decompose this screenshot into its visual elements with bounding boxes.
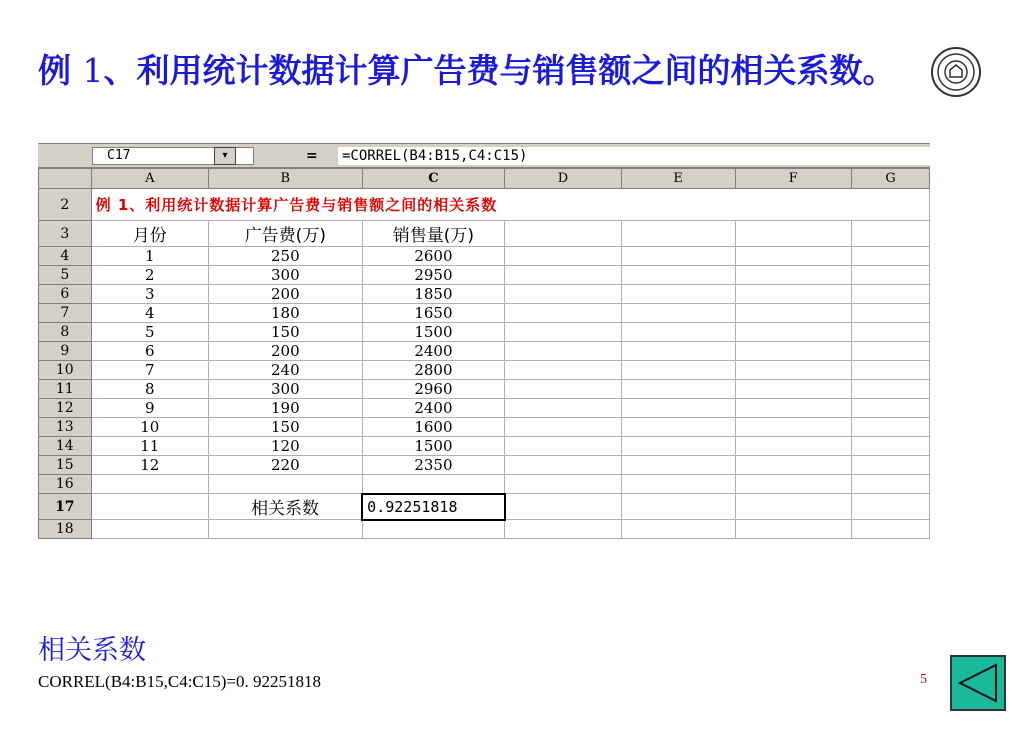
sheet-row (39, 475, 930, 494)
empty-cell[interactable] (852, 399, 930, 418)
empty-cell[interactable] (505, 221, 622, 247)
empty-cell[interactable] (208, 475, 362, 494)
empty-cell[interactable] (621, 323, 735, 342)
empty-cell[interactable] (621, 285, 735, 304)
empty-cell[interactable] (621, 304, 735, 323)
empty-cell[interactable] (852, 247, 930, 266)
empty-cell[interactable] (735, 323, 852, 342)
column-header[interactable]: G (852, 169, 930, 189)
sheet-row (39, 418, 930, 437)
header-cell[interactable]: 销售量(万) (362, 221, 505, 247)
empty-cell[interactable] (91, 520, 208, 539)
sheet-row (39, 520, 930, 539)
empty-cell[interactable] (735, 399, 852, 418)
data-cell[interactable]: 200 (208, 342, 362, 361)
empty-cell[interactable] (852, 221, 930, 247)
empty-cell[interactable] (852, 520, 930, 539)
empty-cell[interactable] (852, 456, 930, 475)
empty-cell[interactable] (362, 520, 505, 539)
spreadsheet-grid (38, 168, 930, 539)
empty-cell[interactable] (735, 361, 852, 380)
empty-cell[interactable] (621, 380, 735, 399)
title-prefix: 例 (38, 51, 83, 90)
empty-cell[interactable] (505, 494, 622, 520)
empty-cell[interactable] (852, 380, 930, 399)
row-header[interactable]: 3 (39, 221, 92, 247)
empty-cell[interactable] (735, 437, 852, 456)
data-cell[interactable]: 11 (91, 437, 208, 456)
data-cell[interactable]: 4 (91, 304, 208, 323)
edit-formula-button[interactable]: = (306, 148, 318, 164)
empty-cell[interactable] (621, 361, 735, 380)
empty-cell[interactable] (621, 418, 735, 437)
data-cell[interactable]: 1850 (362, 285, 505, 304)
sheet-row (39, 323, 930, 342)
sheet-row (39, 266, 930, 285)
data-cell[interactable]: 9 (91, 399, 208, 418)
empty-cell[interactable] (735, 266, 852, 285)
row-header[interactable]: 7 (39, 304, 92, 323)
data-cell[interactable]: 220 (208, 456, 362, 475)
empty-cell[interactable] (852, 342, 930, 361)
data-cell[interactable]: 2350 (362, 456, 505, 475)
empty-cell[interactable] (621, 437, 735, 456)
empty-cell[interactable] (621, 456, 735, 475)
data-cell[interactable]: 200 (208, 285, 362, 304)
sheet-row (39, 456, 930, 475)
column-header[interactable]: F (735, 169, 852, 189)
data-cell[interactable]: 300 (208, 380, 362, 399)
column-header[interactable]: E (621, 169, 735, 189)
empty-cell[interactable] (91, 494, 208, 520)
empty-cell[interactable] (621, 520, 735, 539)
empty-cell[interactable] (505, 361, 622, 380)
empty-cell[interactable] (852, 304, 930, 323)
sheet-row (39, 361, 930, 380)
data-cell[interactable]: 2600 (362, 247, 505, 266)
select-all-corner[interactable] (39, 169, 92, 189)
empty-cell[interactable] (735, 304, 852, 323)
sheet-row (39, 342, 930, 361)
data-cell[interactable]: 180 (208, 304, 362, 323)
data-cell[interactable]: 2960 (362, 380, 505, 399)
title-number: 1 (82, 51, 104, 90)
formula-input[interactable]: =CORREL(B4:B15,C4:C15) (338, 147, 930, 165)
column-header[interactable]: D (505, 169, 622, 189)
row-header[interactable]: 13 (39, 418, 92, 437)
name-box-dropdown-icon[interactable]: ▾ (214, 147, 236, 165)
back-button[interactable] (950, 655, 1006, 711)
empty-cell[interactable] (621, 247, 735, 266)
row-header[interactable]: 6 (39, 285, 92, 304)
corr-label-cell[interactable]: 相关系数 (208, 494, 362, 520)
empty-cell[interactable] (208, 520, 362, 539)
empty-cell[interactable] (505, 475, 622, 494)
empty-cell[interactable] (735, 520, 852, 539)
empty-cell[interactable] (505, 247, 622, 266)
data-cell[interactable]: 2950 (362, 266, 505, 285)
back-triangle-icon (952, 657, 1004, 709)
row-header[interactable]: 4 (39, 247, 92, 266)
row-header[interactable]: 15 (39, 456, 92, 475)
empty-cell[interactable] (735, 475, 852, 494)
empty-cell[interactable] (735, 221, 852, 247)
data-cell[interactable]: 10 (91, 418, 208, 437)
spreadsheet-screenshot (38, 143, 930, 621)
title-text: 、利用统计数据计算广告费与销售额之间的相关系数。 (103, 51, 896, 90)
row-header[interactable]: 5 (39, 266, 92, 285)
data-cell[interactable]: 190 (208, 399, 362, 418)
empty-cell[interactable] (621, 399, 735, 418)
data-cell[interactable]: 300 (208, 266, 362, 285)
empty-cell[interactable] (91, 475, 208, 494)
header-cell[interactable]: 广告费(万) (208, 221, 362, 247)
sheet-row (39, 189, 930, 221)
data-cell[interactable]: 12 (91, 456, 208, 475)
formula-bar (38, 143, 930, 168)
data-cell[interactable]: 150 (208, 323, 362, 342)
slide-title (38, 48, 898, 94)
empty-cell[interactable] (505, 418, 622, 437)
empty-cell[interactable] (735, 247, 852, 266)
empty-cell[interactable] (735, 418, 852, 437)
sheet-row (39, 304, 930, 323)
empty-cell[interactable] (735, 380, 852, 399)
empty-cell[interactable] (852, 361, 930, 380)
row-header[interactable]: 9 (39, 342, 92, 361)
empty-cell[interactable] (735, 494, 852, 520)
empty-cell[interactable] (852, 266, 930, 285)
data-cell[interactable]: 1500 (362, 437, 505, 456)
data-cell[interactable]: 1650 (362, 304, 505, 323)
empty-cell[interactable] (505, 399, 622, 418)
empty-cell[interactable] (621, 475, 735, 494)
empty-cell[interactable] (852, 494, 930, 520)
empty-cell[interactable] (621, 266, 735, 285)
row-header[interactable]: 10 (39, 361, 92, 380)
empty-cell[interactable] (505, 437, 622, 456)
header-cell[interactable]: 月份 (91, 221, 208, 247)
page-number: 5 (920, 672, 927, 687)
row-header[interactable]: 12 (39, 399, 92, 418)
data-cell[interactable]: 5 (91, 323, 208, 342)
empty-cell[interactable] (505, 456, 622, 475)
data-cell[interactable]: 6 (91, 342, 208, 361)
empty-cell[interactable] (505, 285, 622, 304)
data-cell[interactable]: 1500 (362, 323, 505, 342)
data-cell[interactable]: 120 (208, 437, 362, 456)
data-cell[interactable]: 2 (91, 266, 208, 285)
empty-cell[interactable] (735, 456, 852, 475)
data-cell[interactable]: 1600 (362, 418, 505, 437)
row-header[interactable]: 16 (39, 475, 92, 494)
data-cell[interactable]: 2800 (362, 361, 505, 380)
university-seal-icon (930, 46, 982, 98)
empty-cell[interactable] (852, 323, 930, 342)
sheet-row (39, 247, 930, 266)
empty-cell[interactable] (852, 475, 930, 494)
row-header[interactable]: 2 (39, 189, 92, 221)
data-cell[interactable]: 3 (91, 285, 208, 304)
name-box[interactable]: C17 (92, 147, 254, 165)
empty-cell[interactable] (852, 437, 930, 456)
banner-cell[interactable]: 例 1、利用统计数据计算广告费与销售额之间的相关系数 (91, 189, 929, 221)
row-header[interactable]: 18 (39, 520, 92, 539)
empty-cell[interactable] (621, 221, 735, 247)
column-header-row (39, 169, 930, 189)
empty-cell[interactable] (505, 380, 622, 399)
empty-cell[interactable] (852, 418, 930, 437)
empty-cell[interactable] (735, 342, 852, 361)
empty-cell[interactable] (621, 494, 735, 520)
empty-cell[interactable] (852, 285, 930, 304)
column-header[interactable]: B (208, 169, 362, 189)
row-header[interactable]: 11 (39, 380, 92, 399)
data-cell[interactable]: 250 (208, 247, 362, 266)
empty-cell[interactable] (362, 475, 505, 494)
empty-cell[interactable] (505, 342, 622, 361)
data-cell[interactable]: 2400 (362, 399, 505, 418)
corr-value-cell[interactable]: 0.92251818 (362, 494, 505, 520)
data-cell[interactable]: 150 (208, 418, 362, 437)
data-cell[interactable]: 8 (91, 380, 208, 399)
formula-note: CORREL(B4:B15,C4:C15)=0. 92251818 (38, 672, 322, 691)
data-cell[interactable]: 240 (208, 361, 362, 380)
column-header[interactable]: A (91, 169, 208, 189)
column-header[interactable]: C (362, 169, 505, 189)
empty-cell[interactable] (505, 304, 622, 323)
empty-cell[interactable] (505, 520, 622, 539)
sheet-row (39, 221, 930, 247)
empty-cell[interactable] (621, 342, 735, 361)
empty-cell[interactable] (505, 323, 622, 342)
sheet-row (39, 437, 930, 456)
empty-cell[interactable] (505, 266, 622, 285)
row-header[interactable]: 14 (39, 437, 92, 456)
subtitle: 相关系数 (38, 635, 146, 666)
sheet-row (39, 399, 930, 418)
data-cell[interactable]: 7 (91, 361, 208, 380)
empty-cell[interactable] (735, 285, 852, 304)
sheet-row (39, 494, 930, 520)
row-header[interactable]: 17 (39, 494, 92, 520)
data-cell[interactable]: 2400 (362, 342, 505, 361)
sheet-row (39, 285, 930, 304)
data-cell[interactable]: 1 (91, 247, 208, 266)
row-header[interactable]: 8 (39, 323, 92, 342)
sheet-row (39, 380, 930, 399)
